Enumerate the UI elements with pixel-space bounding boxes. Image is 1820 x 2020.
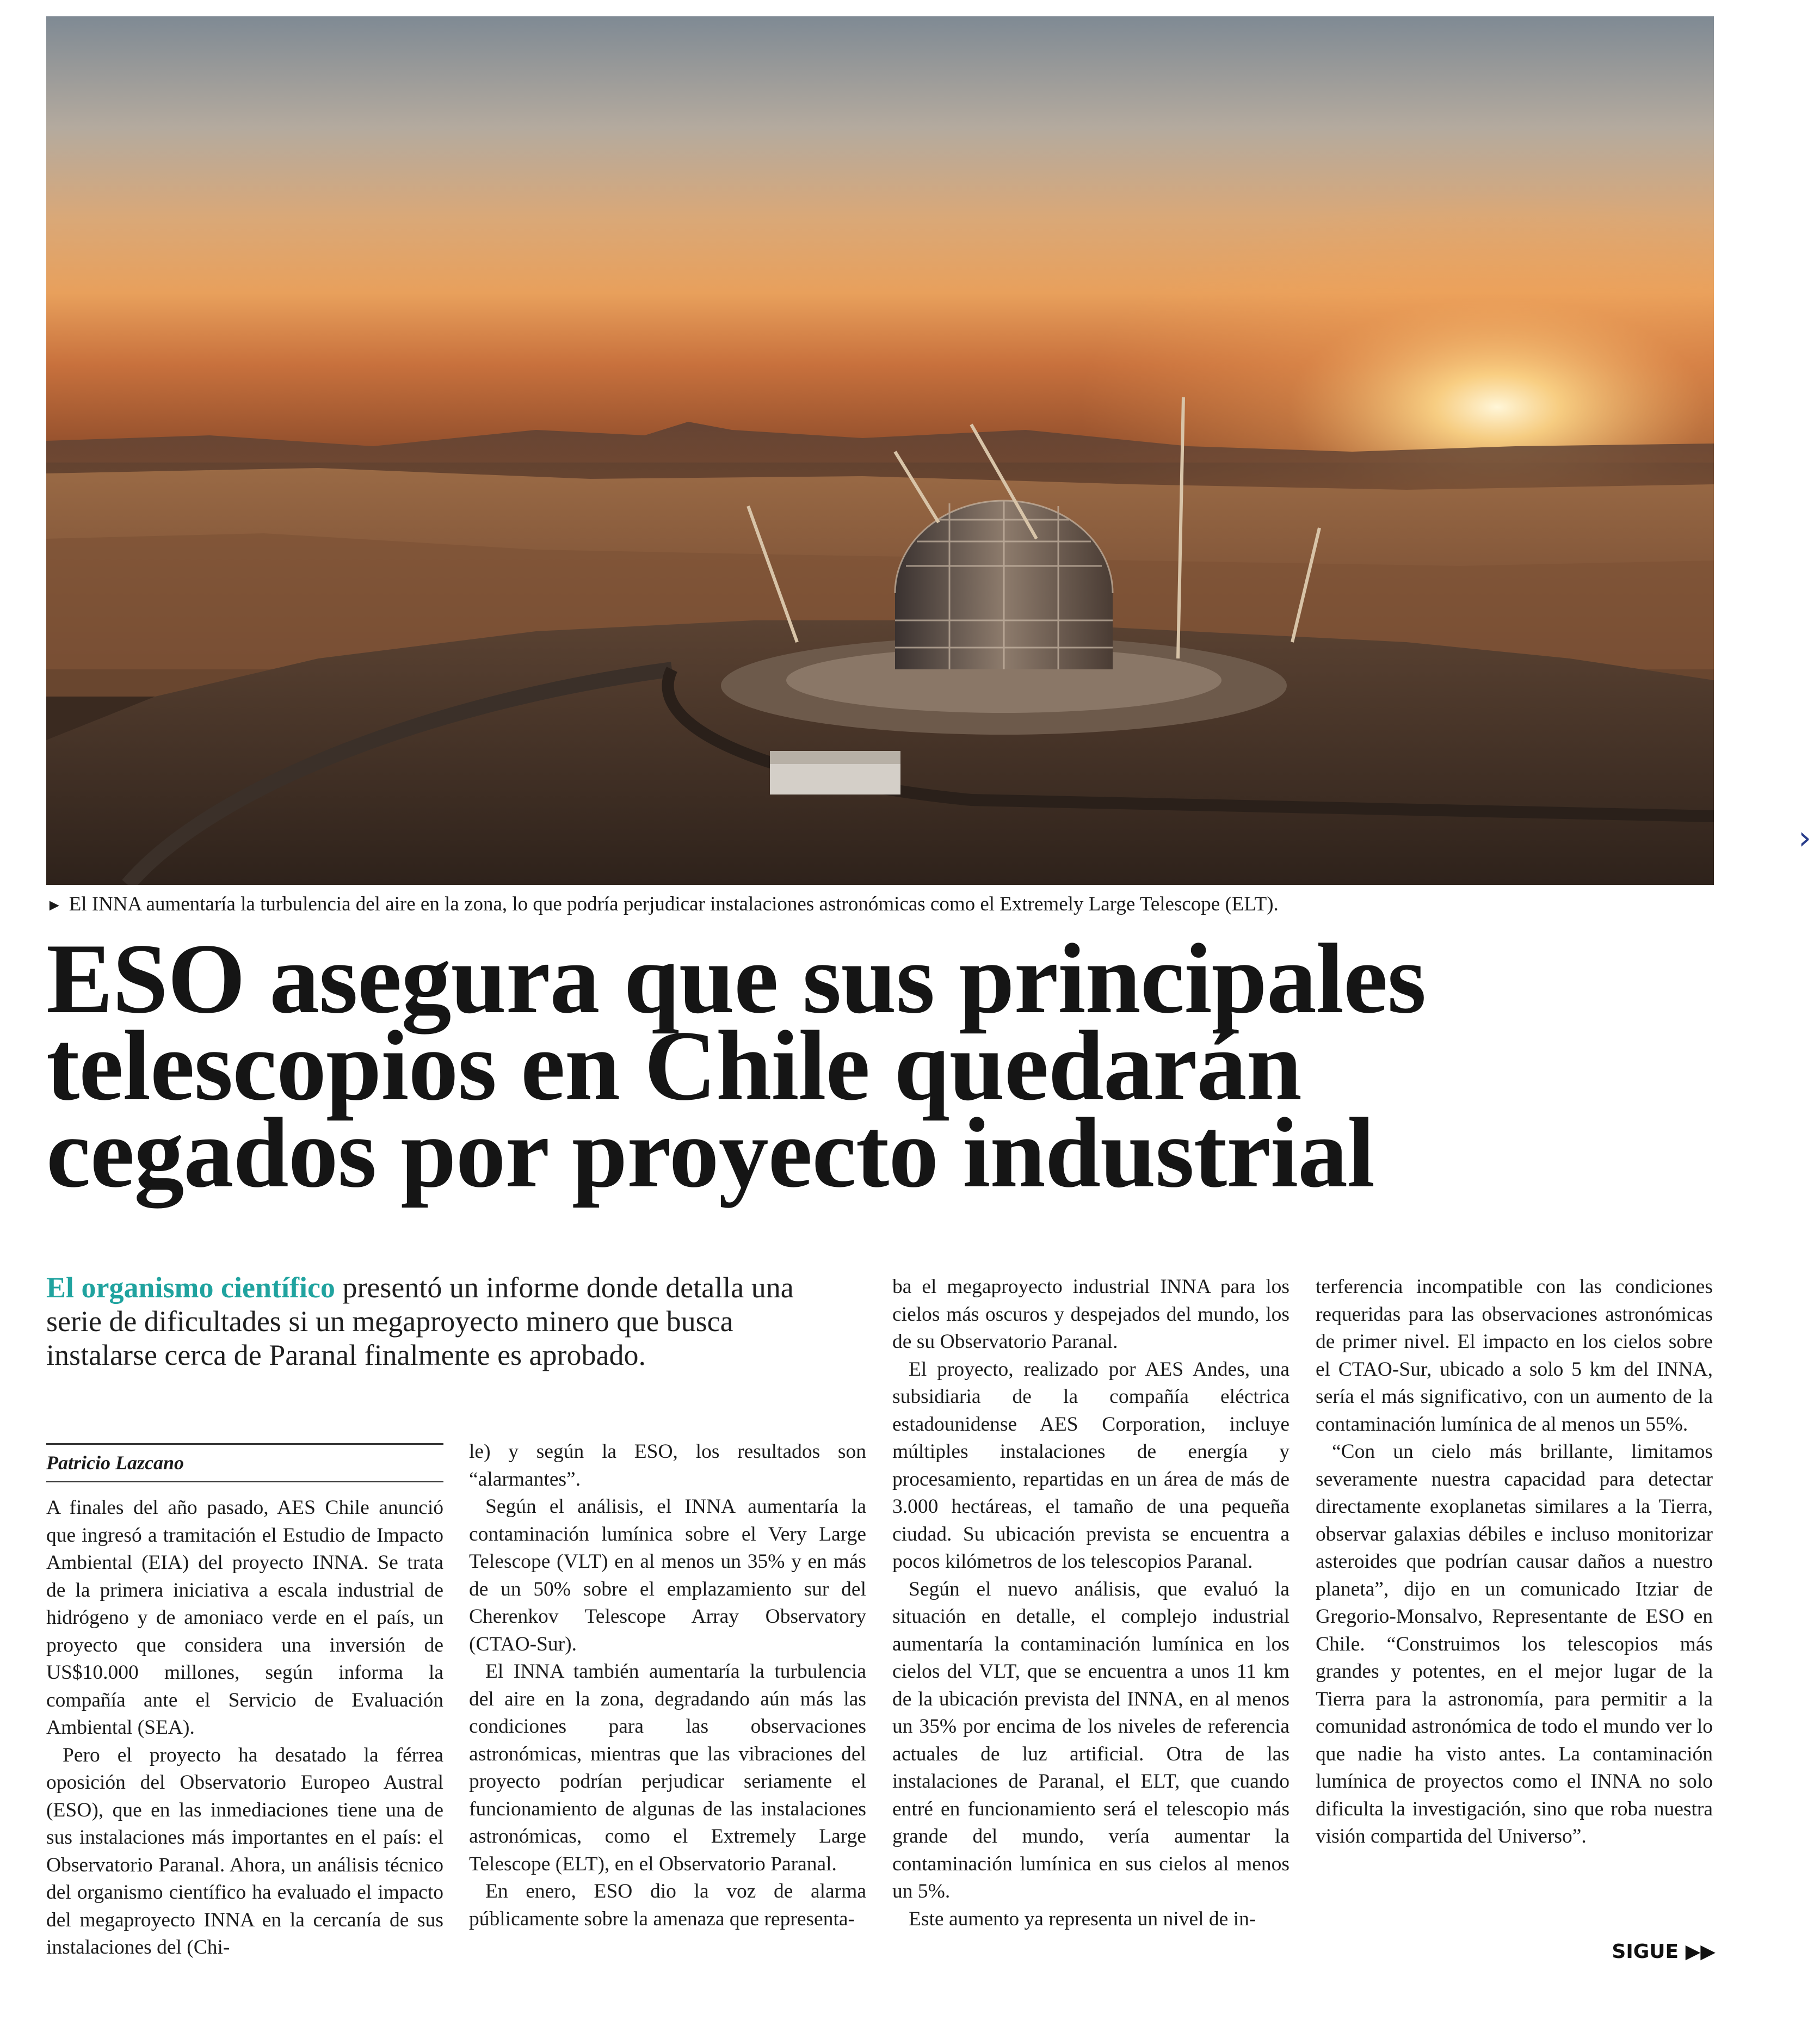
- landscape-photo-icon: [46, 16, 1714, 885]
- photo-caption: [46, 890, 1733, 920]
- paragraph: le) y según la ESO, los resultados son “alarmantes”.: [469, 1440, 866, 1491]
- deck-summary: [46, 1271, 830, 1372]
- headline-line-1: ESO asegura que sus principales: [46, 923, 1426, 1034]
- headline-line-2: telescopios en Chile quedarán: [46, 1010, 1301, 1121]
- byline-rule-bottom: [46, 1481, 443, 1482]
- deck-text: presentó un informe donde detalla una serie de dificultades si un megaproyecto minero que busca instalarse cerca de Paranal finalmente es aprobado.: [46, 1271, 794, 1371]
- hero-photo: [46, 16, 1714, 885]
- body-column-2: [469, 1438, 866, 1933]
- paragraph: Este aumento ya representa un nivel de in-: [909, 1907, 1256, 1930]
- paragraph: A finales del año pasado, AES Chile anunció que ingresó a tramitación el Estudio de Impacto Ambiental (EIA) del proyecto INNA. Se trata de la primera iniciativa a escala industrial de hidrógeno y de amoniaco verde en el país, un proyecto que considera una inversión de US$10.000 millones, según informa la compañía ante el Servicio de Evaluación Ambiental (SEA).: [46, 1496, 443, 1739]
- next-page-chevron-icon[interactable]: ›: [1798, 819, 1811, 857]
- paragraph: Pero el proyecto ha desatado la férrea oposición del Observatorio Europeo Austral (ESO), que en las inmediaciones tiene una de sus instalaciones más importantes en el país: el Observatorio Paranal. Ahora, un análisis técnico del organismo científico ha evaluado el impacto del megaproyecto INNA en la cercanía de sus instalaciones del (Chi-: [46, 1744, 443, 1959]
- paragraph: El INNA también aumentaría la turbulencia del aire en la zona, degradando aún más las condiciones para las observaciones astronómicas, mientras que las vibraciones del proyecto podrían perjudicar seriamente el funcionamiento de algunas de las instalaciones astronómicas, como el Extremely Large Telescope (ELT), en el Observatorio Paranal.: [469, 1660, 866, 1875]
- caption-marker-icon: ►: [46, 896, 63, 914]
- caption-text: El INNA aumentaría la turbulencia del aire en la zona, lo que podría perjudicar instalaciones astronómicas como el Extremely Large Telescope (ELT).: [69, 893, 1279, 915]
- paragraph: El proyecto, realizado por AES Andes, una subsidiaria de la compañía eléctrica estadounidense AES Corporation, incluye múltiples instalaciones de energía y procesamiento, repartidas en un área de más de 3.000 hectáreas, el tamaño de una pequeña ciudad. Su ubicación prevista se encuentra a pocos kilómetros de los telescopios Paranal.: [892, 1358, 1290, 1573]
- paragraph: Según el nuevo análisis, que evaluó la situación en detalle, el complejo industrial aumentaría la contaminación lumínica en los cielos del VLT, que se encuentra a unos 11 km de la ubicación prevista del INNA, en al menos un 35% por encima de los niveles de referencia actuales de luz artificial. Otra de las instalaciones de Paranal, el ELT, que cuando entré en funcionamiento será el telescopio más grande del mundo, vería aumentar la contaminación lumínica en sus cielos al menos un 5%.: [892, 1578, 1290, 1902]
- byline-author: Patricio Lazcano: [46, 1452, 184, 1474]
- paragraph: En enero, ESO dio la voz de alarma públicamente sobre la amenaza que representa-: [469, 1880, 866, 1930]
- paragraph: Según el análisis, el INNA aumentaría la contaminación lumínica sobre el Very Large Telescope (VLT) en al menos un 35% y en más de un 50% sobre el emplazamiento sur del Cherenkov Telescope Array Observatory (CTAO-Sur).: [469, 1495, 866, 1655]
- body-column-3: [892, 1273, 1290, 1933]
- byline-rule-top: [46, 1443, 443, 1445]
- headline: [46, 923, 1515, 1208]
- paragraph: terferencia incompatible con las condiciones requeridas para las observaciones astronómicas de primer nivel. El impacto en los cielos sobre el CTAO-Sur, ubicado a solo 5 km del INNA, sería el más significativo, con un aumento de la contaminación lumínica de al menos un 55%.: [1316, 1276, 1713, 1436]
- deck-lead: El organismo científico: [46, 1271, 335, 1304]
- body-column-1: [46, 1494, 443, 1962]
- body-column-4: [1316, 1273, 1713, 1851]
- headline-line-3: cegados por proyecto industrial: [46, 1097, 1375, 1208]
- paragraph: ba el megaproyecto industrial INNA para los cielos más oscuros y despejados del mundo, los de su Observatorio Paranal.: [892, 1276, 1290, 1353]
- continue-indicator: SIGUE ▶▶: [1612, 1941, 1716, 1963]
- paragraph: “Con un cielo más brillante, limitamos severamente nuestra capacidad para detectar directamente exoplanetas similares a la Tierra, observar galaxias débiles e incluso monitorizar asteroides que podrían causar daños a nuestro planeta”, dijo en un comunicado Itziar de Gregorio-Monsalvo, Representante de ESO en Chile. “Construimos los telescopios más grandes y potentes, en el mejor lugar de la Tierra para la astronomía, para permitir a la comunidad astronómica de todo el mundo ver lo que nadie ha visto antes. La contaminación lumínica de proyectos como el INNA no solo dificulta la investigación, sino que roba nuestra visión compartida del Universo”.: [1316, 1440, 1713, 1847]
